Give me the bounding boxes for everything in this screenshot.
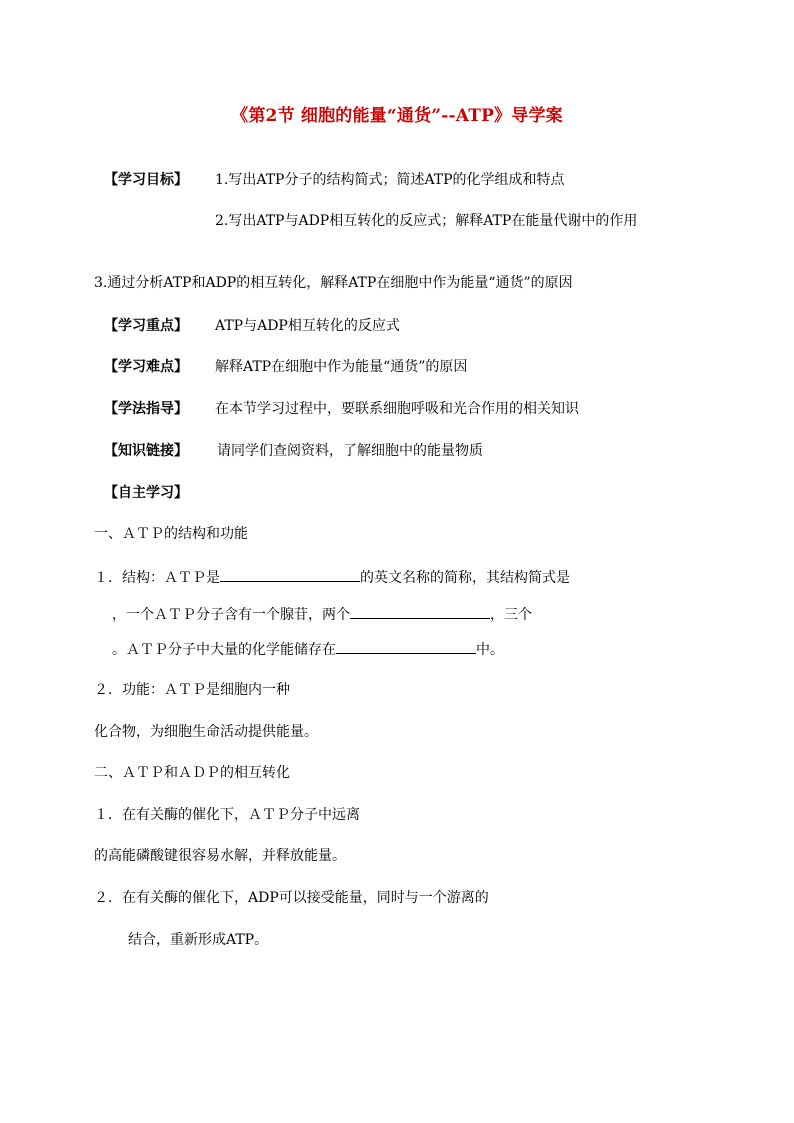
- section1-item1-line1: [94, 566, 570, 588]
- goal-3: 3.通过分析ATP和ADP的相互转化，解释ATP在细胞中作为能量“通货”的原因: [94, 275, 573, 291]
- item1-line3-a: 。ＡＴＰ分子中大量的化学能储存在: [112, 642, 336, 658]
- key-text: ATP与ADP相互转化的反应式: [215, 318, 400, 334]
- section2-item1-line2: 的高能磷酸键很容易水解，并释放能量。: [94, 848, 346, 864]
- link-label: 【知识链接】: [104, 443, 188, 459]
- section1-item2-line2: 化合物，为细胞生命活动提供能量。: [94, 724, 318, 740]
- blank-groups[interactable]: [350, 603, 490, 619]
- difficulty-label: 【学习难点】: [104, 359, 188, 375]
- item1-line2-a: ，一个ＡＴＰ分子含有一个腺苷，两个: [112, 607, 350, 623]
- key-label: 【学习重点】: [104, 318, 188, 334]
- section1-item1-line2: [112, 603, 532, 625]
- method-label: 【学法指导】: [104, 401, 188, 417]
- section1-heading: 一、ＡＴＰ的结构和功能: [94, 526, 248, 542]
- difficulty-text: 解释ATP在细胞中作为能量“通货”的原因: [215, 359, 468, 375]
- section2-item2-line1: ２．在有关酶的催化下，ADP可以接受能量，同时与一个游离的: [94, 890, 489, 906]
- item1-prefix: １．结构：ＡＴＰ是: [94, 570, 220, 586]
- section1-item2-line1: ２．功能：ＡＴＰ是细胞内一种: [94, 682, 290, 698]
- blank-energy-store[interactable]: [336, 638, 476, 654]
- self-study-label: 【自主学习】: [104, 485, 188, 501]
- section2-item2-line2: 结合，重新形成ATP。: [128, 932, 269, 948]
- goal-2: 2.写出ATP与ADP相互转化的反应式；解释ATP在能量代谢中的作用: [215, 213, 638, 229]
- goal-label: 【学习目标】: [104, 172, 188, 188]
- link-text: 请同学们查阅资料，了解细胞中的能量物质: [217, 443, 483, 459]
- method-text: 在本节学习过程中，要联系细胞呼吸和光合作用的相关知识: [215, 401, 579, 417]
- goal-1: 1.写出ATP分子的结构简式；简述ATP的化学组成和特点: [215, 172, 565, 188]
- item1-line2-b: ，三个: [490, 607, 532, 623]
- item1-line3-b: 中。: [476, 642, 504, 658]
- section2-heading: 二、ＡＴＰ和ＡＤＰ的相互转化: [94, 765, 290, 781]
- item1-suffix: 的英文名称的简称，其结构简式是: [360, 570, 570, 586]
- page-title: 《第2节 细胞的能量“通货”--ATP》导学案: [231, 106, 563, 126]
- blank-full-name[interactable]: [220, 566, 360, 582]
- section1-item1-line3: [112, 638, 504, 660]
- section2-item1-line1: １．在有关酶的催化下，ＡＴＰ分子中远离: [94, 807, 360, 823]
